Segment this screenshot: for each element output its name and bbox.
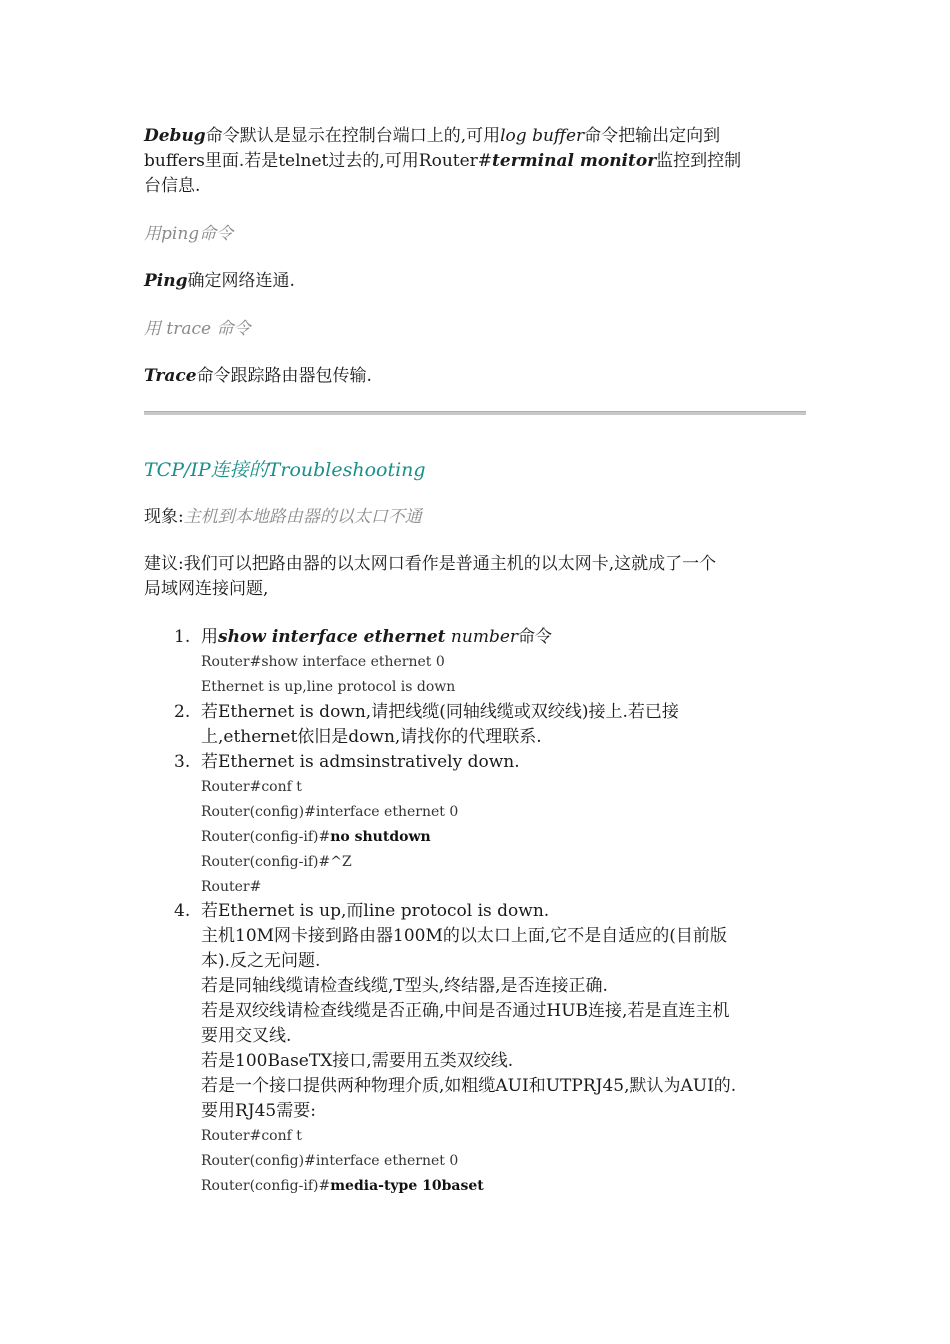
item4-line: 若是一个接口提供两种物理介质,如粗缆AUI和UTPRJ45,默认为AUI的. [201, 1076, 737, 1096]
debug-text-2: 命令把输出定向到 [584, 126, 721, 146]
buffers-text: buffers里面.若是telnet过去的,可用Router# [144, 151, 493, 171]
item2-line1: 若Ethernet is down,请把线缆(同轴线缆或双绞线)接上.若已接 [201, 702, 679, 722]
item4-line: 要用交叉线. [201, 1026, 292, 1046]
advice-line1: 建议:我们可以把路由器的以太网口看作是普通主机的以太网卡,这就成了一个 [144, 554, 717, 574]
code-line [201, 1174, 806, 1199]
code-line: Router(config)#interface ethernet 0 [201, 804, 459, 820]
item4-line: 若是同轴线缆请检查线缆,T型头,终结器,是否连接正确. [201, 976, 608, 996]
list-item-body [201, 700, 806, 750]
terminal-monitor-keyword: terminal monitor [492, 151, 657, 171]
number-placeholder: number [450, 627, 519, 647]
list-item-body [201, 750, 806, 900]
list-number: 2. [174, 702, 191, 722]
monitor-text: 监控到控制 [656, 151, 742, 171]
code-line: Ethernet is up,line protocol is down [201, 679, 456, 695]
debug-paragraph-line1 [144, 124, 720, 149]
item4-line: 要用RJ45需要: [201, 1101, 316, 1121]
ping-paragraph [144, 269, 295, 294]
symptom-text: 主机到本地路由器的以太口不通 [183, 507, 422, 527]
ping-keyword: Ping [144, 271, 188, 291]
debug-text: 命令默认是显示在控制台端口上的,可用 [205, 126, 501, 146]
item4-line: 若Ethernet is up,而line protocol is down. [201, 901, 550, 921]
ping-heading: 用ping命令 [144, 224, 234, 244]
debug-keyword: Debug [144, 126, 206, 146]
section-title: TCP/IP连接的Troubleshooting [144, 459, 426, 481]
item4-line: 本).反之无问题. [201, 951, 321, 971]
code-line: Router(config)#interface ethernet 0 [201, 1153, 459, 1169]
trace-paragraph [144, 364, 372, 389]
item2-line2: 上,ethernet依旧是down,请找你的代理联系. [201, 727, 542, 747]
show-interface-keyword: show interface ethernet [218, 627, 446, 647]
list-number: 3. [174, 752, 191, 772]
symptom-label: 现象: [144, 507, 184, 527]
item4-line: 主机10M网卡接到路由器100M的以太口上面,它不是自适应的(目前版 [201, 926, 727, 946]
trace-text: 命令跟踪路由器包传输. [196, 366, 372, 386]
horizontal-divider [144, 411, 806, 415]
symptom-line [144, 505, 422, 530]
list-item-body [201, 899, 806, 1199]
code-prompt: Router(config-if)# [201, 1178, 331, 1194]
code-line: Router#conf t [201, 779, 302, 795]
debug-paragraph-line3: 台信息. [144, 176, 201, 196]
ping-text: 确定网络连通. [187, 271, 295, 291]
debug-paragraph-line2 [144, 149, 741, 174]
item1-text-d: 命令 [518, 627, 553, 647]
trace-keyword: Trace [144, 366, 197, 386]
item3-line1: 若Ethernet is admsinstratively down. [201, 752, 520, 772]
list-number: 4. [174, 901, 191, 921]
code-line: Router# [201, 879, 262, 895]
trace-heading: 用 trace 命令 [144, 319, 251, 339]
item1-text-a: 用 [201, 627, 218, 647]
code-line: Router#show interface ethernet 0 [201, 654, 445, 670]
code-line [201, 825, 806, 850]
log-buffer-keyword: log buffer [500, 126, 585, 146]
list-number: 1. [174, 627, 191, 647]
item4-line: 若是双绞线请检查线缆是否正确,中间是否通过HUB连接,若是直连主机 [201, 1001, 730, 1021]
advice-line2: 局域网连接问题, [144, 579, 269, 599]
item4-line: 若是100BaseTX接口,需要用五类双绞线. [201, 1051, 514, 1071]
code-prompt: Router(config-if)# [201, 829, 331, 845]
code-command: no shutdown [330, 829, 431, 845]
list-item-body [201, 625, 806, 700]
code-command: media-type 10baset [330, 1178, 484, 1194]
item1-heading [201, 625, 806, 650]
code-line: Router#conf t [201, 1128, 302, 1144]
code-line: Router(config-if)#^Z [201, 854, 352, 870]
